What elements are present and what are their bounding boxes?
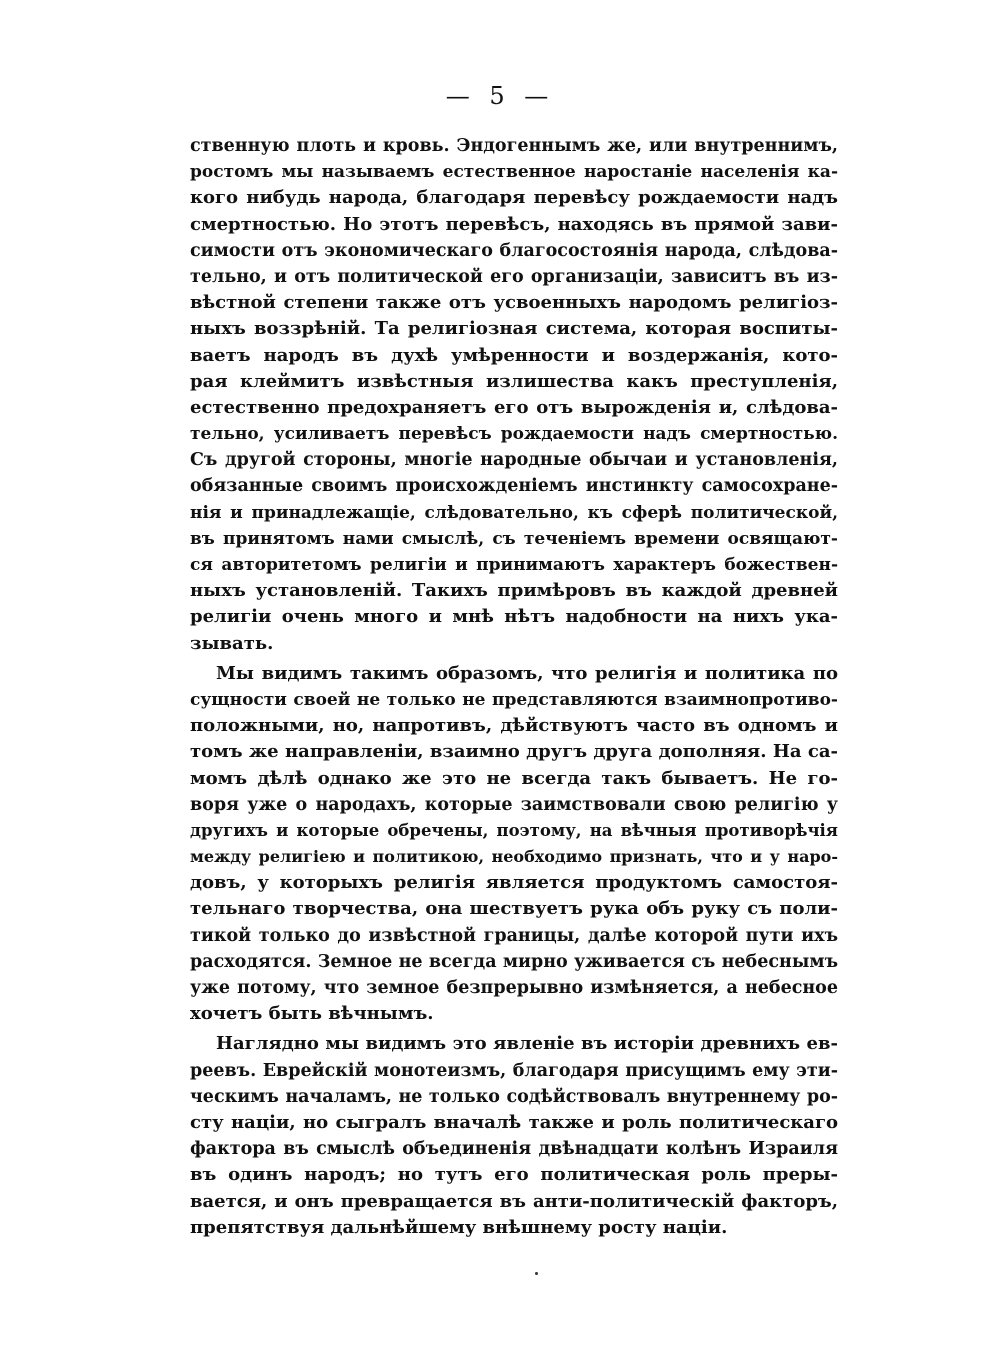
text-line: вается, и онъ превращается въ анти-политическій факторъ, [190,1190,838,1212]
text-line: реевъ. Еврейскій монотеизмъ, благодаря присущимъ ему эти- [190,1060,838,1081]
text-line: тельно, усиливаетъ перевѣсъ рождаемости надъ смертностью. [190,424,838,445]
paragraph-1 [190,133,838,657]
text-line: естественно предохраняетъ его отъ вырожденія и, слѣдова- [190,396,838,418]
text-line: расходятся. Земное не всегда мирно уживается съ небеснымъ [190,951,838,972]
text-line: обязанные своимъ происхожденіемъ инстинкту самосохране- [190,476,838,497]
text-line: въ принятомъ нами смыслѣ, съ теченіемъ времени освящают- [190,528,838,549]
text-line: сту націи, но сыгралъ вначалѣ также и роль политическаго [190,1111,838,1133]
text-line: другихъ и которые обречены, поэтому, на вѣчныя противорѣчія [190,820,838,840]
text-line: фактора въ смыслѣ объединенія двѣнадцати колѣнъ Израиля [190,1139,838,1160]
text-line: нія и принадлежащіе, слѣдовательно, къ сферѣ политической, [190,502,838,523]
text-line: въ одинъ народъ; но тутъ его политическая роль преры- [190,1164,838,1186]
text-line: ныхъ установленій. Такихъ примѣровъ въ каждой древней [190,580,838,602]
text-line: препятствуя дальнѣйшему внѣшнему росту націи. [190,1216,728,1238]
body-text [190,133,838,1241]
page-number: — 5 — [445,82,555,110]
text-line: рая клеймитъ извѣстныя излишества какъ преступленія, [190,370,838,392]
text-line: вѣстной степени также отъ усвоенныхъ народомъ религіоз- [190,292,838,314]
text-line: зывать. [190,632,274,654]
text-line: Наглядно мы видимъ это явленіе въ исторіи древнихъ ев- [216,1033,838,1055]
text-line: положными, но, напротивъ, дѣйствуютъ часто въ одномъ и [190,715,838,737]
text-line: тельнаго творчества, она шествуетъ рука объ руку съ поли- [190,898,838,920]
text-line: уже потому, что земное безпрерывно измѣняется, а небесное [190,978,838,998]
text-line: воря уже о народахъ, которые заимствовали свою религію у [190,794,838,815]
text-line: тельно, и отъ политической его организаціи, зависитъ въ из- [190,266,838,287]
paragraph-3 [190,1031,838,1241]
text-line: ростомъ мы называемъ естественное наростаніе населенія ка- [190,162,838,183]
text-line: ся авторитетомъ религіи и принимаютъ характеръ божествен- [190,555,838,575]
text-line: ственную плоть и кровь. Эндогеннымъ же, или внутреннимъ, [190,136,838,156]
text-line: Мы видимъ такимъ образомъ, что религія и политика по [216,662,838,684]
text-line: кого нибудь народа, благодаря перевѣсу рождаемости надъ [190,187,838,209]
text-line: довъ, у которыхъ религія является продуктомъ самостоя- [190,872,838,894]
text-line: сущности своей не только не представляются взаимнопротиво- [190,689,838,710]
text-line: между религіею и политикою, необходимо признать, что и у наро- [190,847,838,867]
text-line: момъ дѣлѣ однако же это не всегда такъ бываетъ. Не го- [190,767,838,789]
text-line: тикой только до извѣстной границы, далѣе которой пути ихъ [190,925,838,946]
text-line: религіи очень много и мнѣ нѣтъ надобности на нихъ ука- [190,606,838,628]
text-line: томъ же направленіи, взаимно другъ друга дополняя. На са- [190,741,838,763]
text-line: ческимъ началамъ, не только содѣйствовалъ внутреннему ро- [190,1086,838,1107]
text-line: ныхъ воззрѣній. Та религіозная система, которая воспиты- [190,318,838,340]
print-speck [535,1272,538,1275]
text-line: симости отъ экономическаго благосостоянія народа, слѣдова- [190,240,838,261]
text-line: хочетъ быть вѣчнымъ. [190,1003,434,1025]
text-line: смертностью. Но этотъ перевѣсъ, находясь въ прямой зави- [190,213,838,235]
text-line: Съ другой стороны, многіе народные обычаи и установленія, [190,450,838,471]
paragraph-2 [190,661,838,1028]
text-line: ваетъ народъ въ духѣ умѣренности и воздержанія, кото- [190,344,838,366]
